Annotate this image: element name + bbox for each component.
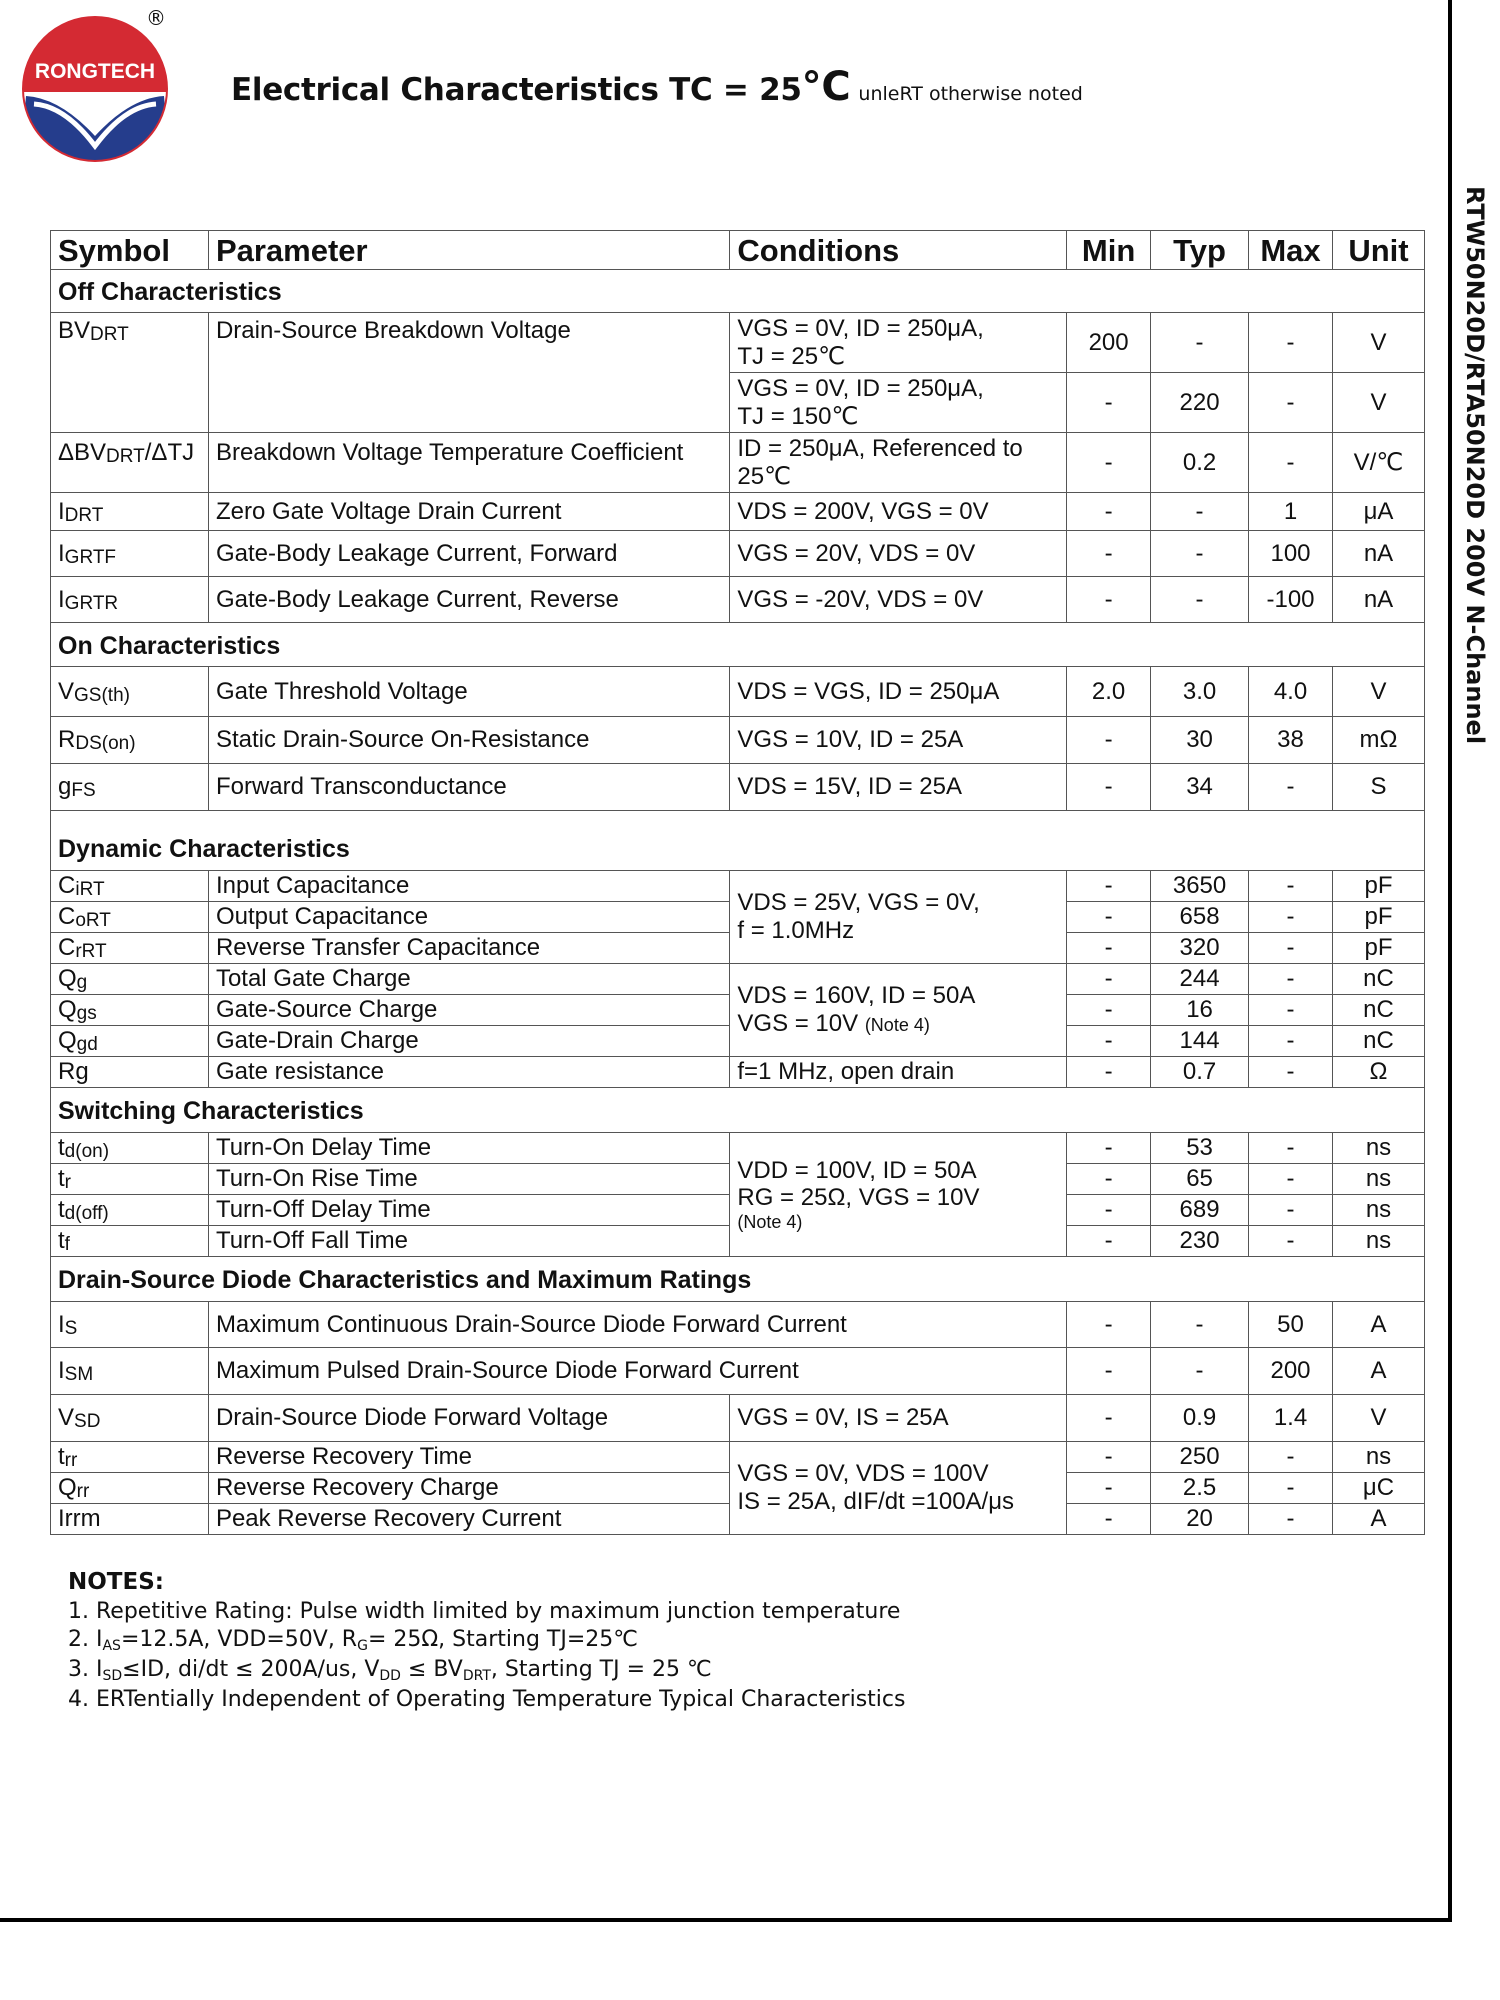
unit-cell: V bbox=[1333, 667, 1425, 717]
parameter-cell: Zero Gate Voltage Drain Current bbox=[208, 493, 729, 531]
max-cell: 4.0 bbox=[1249, 667, 1333, 717]
side-label bbox=[1452, 185, 1498, 745]
max-cell: - bbox=[1249, 1026, 1333, 1057]
max-cell: - bbox=[1249, 902, 1333, 933]
parameter-cell: Reverse Recovery Charge bbox=[208, 1473, 729, 1504]
symbol-cell: tr bbox=[51, 1164, 209, 1195]
title-degree: °C bbox=[801, 64, 851, 110]
page-title bbox=[231, 64, 1083, 110]
typ-cell: 16 bbox=[1151, 995, 1249, 1026]
unit-cell: μC bbox=[1333, 1473, 1425, 1504]
min-cell: - bbox=[1067, 577, 1151, 623]
notes-heading: NOTES: bbox=[68, 1569, 164, 1595]
conditions-cell: VGS = 0V, ID = 250μA, TJ = 150℃ bbox=[730, 373, 1067, 433]
section-diode bbox=[51, 1257, 1425, 1302]
max-cell: - bbox=[1249, 764, 1333, 811]
parameter-cell: Output Capacitance bbox=[208, 902, 729, 933]
table-row bbox=[51, 764, 1425, 811]
parameter-cell: Drain-Source Breakdown Voltage bbox=[208, 313, 729, 433]
symbol-cell: CiRT bbox=[51, 871, 209, 902]
unit-cell: A bbox=[1333, 1302, 1425, 1348]
registered-mark: ® bbox=[146, 6, 166, 30]
table-row bbox=[51, 1395, 1425, 1442]
max-cell: 200 bbox=[1249, 1348, 1333, 1395]
typ-cell: 230 bbox=[1151, 1226, 1249, 1257]
note-4: 4. ERTentially Independent of Operating Temperature Typical Characteristics bbox=[68, 1687, 906, 1712]
note-2: 2. IAS=12.5A, VDD=50V, RG= 25Ω, Starting TJ=25℃ bbox=[68, 1627, 638, 1654]
max-cell: - bbox=[1249, 871, 1333, 902]
typ-cell: 53 bbox=[1151, 1133, 1249, 1164]
conditions-cell: VDS = 15V, ID = 25A bbox=[730, 764, 1067, 811]
min-cell: - bbox=[1067, 1473, 1151, 1504]
min-cell: - bbox=[1067, 995, 1151, 1026]
unit-cell: μA bbox=[1333, 493, 1425, 531]
header-typ: Typ bbox=[1151, 231, 1249, 270]
conditions-cell: VGS = 0V, IS = 25A bbox=[730, 1395, 1067, 1442]
title-note: unleRT otherwise noted bbox=[858, 83, 1083, 105]
min-cell: - bbox=[1067, 1026, 1151, 1057]
symbol-cell: IGRTF bbox=[51, 531, 209, 577]
parameter-cell: Maximum Pulsed Drain-Source Diode Forward Current bbox=[208, 1348, 1066, 1395]
typ-cell: - bbox=[1151, 531, 1249, 577]
max-cell: - bbox=[1249, 1504, 1333, 1535]
table-row bbox=[51, 1348, 1425, 1395]
typ-cell: 0.7 bbox=[1151, 1057, 1249, 1088]
header-max: Max bbox=[1249, 231, 1333, 270]
symbol-cell: trr bbox=[51, 1442, 209, 1473]
symbol-cell: Qg bbox=[51, 964, 209, 995]
section-title: On Characteristics bbox=[51, 623, 1425, 667]
typ-cell: 0.2 bbox=[1151, 433, 1249, 493]
parameter-cell: Forward Transconductance bbox=[208, 764, 729, 811]
parameter-cell: Turn-On Rise Time bbox=[208, 1164, 729, 1195]
typ-cell: - bbox=[1151, 313, 1249, 373]
typ-cell: 658 bbox=[1151, 902, 1249, 933]
min-cell: - bbox=[1067, 531, 1151, 577]
unit-cell: mΩ bbox=[1333, 717, 1425, 764]
unit-cell: nC bbox=[1333, 1026, 1425, 1057]
max-cell: - bbox=[1249, 933, 1333, 964]
parameter-cell: Peak Reverse Recovery Current bbox=[208, 1504, 729, 1535]
typ-cell: 244 bbox=[1151, 964, 1249, 995]
table-row bbox=[51, 964, 1425, 995]
min-cell: - bbox=[1067, 1133, 1151, 1164]
max-cell: -100 bbox=[1249, 577, 1333, 623]
max-cell: 1.4 bbox=[1249, 1395, 1333, 1442]
parameter-cell: Reverse Transfer Capacitance bbox=[208, 933, 729, 964]
unit-cell: V bbox=[1333, 373, 1425, 433]
max-cell: - bbox=[1249, 1195, 1333, 1226]
unit-cell: V bbox=[1333, 1395, 1425, 1442]
typ-cell: 220 bbox=[1151, 373, 1249, 433]
typ-cell: 0.9 bbox=[1151, 1395, 1249, 1442]
symbol-cell: VSD bbox=[51, 1395, 209, 1442]
min-cell: - bbox=[1067, 902, 1151, 933]
conditions-cell: VGS = -20V, VDS = 0V bbox=[730, 577, 1067, 623]
unit-cell: ns bbox=[1333, 1164, 1425, 1195]
min-cell: - bbox=[1067, 1504, 1151, 1535]
conditions-cell: VDD = 100V, ID = 50A RG = 25Ω, VGS = 10V (Note 4) bbox=[730, 1133, 1067, 1257]
conditions-cell: ID = 250μA, Referenced to 25℃ bbox=[730, 433, 1067, 493]
parameter-cell: Maximum Continuous Drain-Source Diode Forward Current bbox=[208, 1302, 1066, 1348]
table-row bbox=[51, 493, 1425, 531]
parameter-cell: Static Drain-Source On-Resistance bbox=[208, 717, 729, 764]
parameter-cell: Input Capacitance bbox=[208, 871, 729, 902]
table-row bbox=[51, 313, 1425, 373]
unit-cell: V bbox=[1333, 313, 1425, 373]
max-cell: 1 bbox=[1249, 493, 1333, 531]
typ-cell: 3.0 bbox=[1151, 667, 1249, 717]
max-cell: - bbox=[1249, 995, 1333, 1026]
table-row bbox=[51, 667, 1425, 717]
typ-cell: 2.5 bbox=[1151, 1473, 1249, 1504]
unit-cell: S bbox=[1333, 764, 1425, 811]
max-cell: 38 bbox=[1249, 717, 1333, 764]
parameter-cell: Gate Threshold Voltage bbox=[208, 667, 729, 717]
min-cell: 200 bbox=[1067, 313, 1151, 373]
unit-cell: nA bbox=[1333, 531, 1425, 577]
table-row bbox=[51, 577, 1425, 623]
symbol-cell: td(off) bbox=[51, 1195, 209, 1226]
min-cell: - bbox=[1067, 1302, 1151, 1348]
typ-cell: 30 bbox=[1151, 717, 1249, 764]
table-row bbox=[51, 1442, 1425, 1473]
spec-table bbox=[50, 230, 1425, 1535]
typ-cell: - bbox=[1151, 493, 1249, 531]
min-cell: - bbox=[1067, 717, 1151, 764]
parameter-cell: Turn-Off Fall Time bbox=[208, 1226, 729, 1257]
unit-cell: ns bbox=[1333, 1133, 1425, 1164]
min-cell: - bbox=[1067, 871, 1151, 902]
max-cell: - bbox=[1249, 433, 1333, 493]
max-cell: - bbox=[1249, 313, 1333, 373]
typ-cell: 250 bbox=[1151, 1442, 1249, 1473]
conditions-cell: f=1 MHz, open drain bbox=[730, 1057, 1067, 1088]
table-row bbox=[51, 531, 1425, 577]
section-on bbox=[51, 623, 1425, 667]
typ-cell: 320 bbox=[1151, 933, 1249, 964]
max-cell: 50 bbox=[1249, 1302, 1333, 1348]
typ-cell: - bbox=[1151, 1302, 1249, 1348]
symbol-cell: IS bbox=[51, 1302, 209, 1348]
conditions-cell: VGS = 0V, VDS = 100V IS = 25A, dIF/dt =100A/μs bbox=[730, 1442, 1067, 1535]
parameter-cell: Turn-Off Delay Time bbox=[208, 1195, 729, 1226]
min-cell: - bbox=[1067, 764, 1151, 811]
min-cell: - bbox=[1067, 964, 1151, 995]
parameter-cell: Gate-Drain Charge bbox=[208, 1026, 729, 1057]
typ-cell: - bbox=[1151, 577, 1249, 623]
min-cell: 2.0 bbox=[1067, 667, 1151, 717]
min-cell: - bbox=[1067, 1057, 1151, 1088]
max-cell: - bbox=[1249, 1164, 1333, 1195]
parameter-cell: Gate-Source Charge bbox=[208, 995, 729, 1026]
min-cell: - bbox=[1067, 1442, 1151, 1473]
symbol-cell: IDRT bbox=[51, 493, 209, 531]
header-symbol: Symbol bbox=[51, 231, 209, 270]
parameter-cell: Reverse Recovery Time bbox=[208, 1442, 729, 1473]
symbol-cell: VGS(th) bbox=[51, 667, 209, 717]
unit-cell: pF bbox=[1333, 871, 1425, 902]
notes-block bbox=[68, 1568, 905, 1714]
header-parameter: Parameter bbox=[208, 231, 729, 270]
symbol-cell: Qgd bbox=[51, 1026, 209, 1057]
unit-cell: A bbox=[1333, 1348, 1425, 1395]
conditions-cell: VGS = 10V, ID = 25A bbox=[730, 717, 1067, 764]
max-cell: - bbox=[1249, 964, 1333, 995]
section-dynamic bbox=[51, 811, 1425, 871]
symbol-cell: Qgs bbox=[51, 995, 209, 1026]
title-main: Electrical Characteristics TC = 25 bbox=[231, 72, 802, 108]
unit-cell: nA bbox=[1333, 577, 1425, 623]
section-title: Dynamic Characteristics bbox=[51, 811, 1425, 871]
symbol-cell: CrRT bbox=[51, 933, 209, 964]
parameter-cell: Total Gate Charge bbox=[208, 964, 729, 995]
max-cell: 100 bbox=[1249, 531, 1333, 577]
symbol-cell: RDS(on) bbox=[51, 717, 209, 764]
section-title: Drain-Source Diode Characteristics and Maximum Ratings bbox=[51, 1257, 1425, 1302]
section-title: Switching Characteristics bbox=[51, 1088, 1425, 1133]
header-unit: Unit bbox=[1333, 231, 1425, 270]
parameter-cell: Gate-Body Leakage Current, Reverse bbox=[208, 577, 729, 623]
section-off bbox=[51, 270, 1425, 313]
symbol-cell: Qrr bbox=[51, 1473, 209, 1504]
conditions-cell: VGS = 20V, VDS = 0V bbox=[730, 531, 1067, 577]
unit-cell: pF bbox=[1333, 933, 1425, 964]
typ-cell: 34 bbox=[1151, 764, 1249, 811]
conditions-cell: VDS = 200V, VGS = 0V bbox=[730, 493, 1067, 531]
unit-cell: pF bbox=[1333, 902, 1425, 933]
section-switching bbox=[51, 1088, 1425, 1133]
symbol-cell: BVDRT bbox=[51, 313, 209, 433]
max-cell: - bbox=[1249, 1133, 1333, 1164]
unit-cell: ns bbox=[1333, 1442, 1425, 1473]
conditions-cell: VDS = 25V, VGS = 0V, f = 1.0MHz bbox=[730, 871, 1067, 964]
typ-cell: 144 bbox=[1151, 1026, 1249, 1057]
min-cell: - bbox=[1067, 433, 1151, 493]
max-cell: - bbox=[1249, 1442, 1333, 1473]
symbol-cell: IGRTR bbox=[51, 577, 209, 623]
parameter-cell: Gate-Body Leakage Current, Forward bbox=[208, 531, 729, 577]
logo-text: RONGTECH bbox=[34, 60, 156, 83]
parameter-cell: Drain-Source Diode Forward Voltage bbox=[208, 1395, 729, 1442]
typ-cell: 20 bbox=[1151, 1504, 1249, 1535]
typ-cell: - bbox=[1151, 1348, 1249, 1395]
symbol-cell: gFS bbox=[51, 764, 209, 811]
unit-cell: ns bbox=[1333, 1195, 1425, 1226]
table-row bbox=[51, 717, 1425, 764]
typ-cell: 3650 bbox=[1151, 871, 1249, 902]
min-cell: - bbox=[1067, 1226, 1151, 1257]
symbol-cell: tf bbox=[51, 1226, 209, 1257]
max-cell: - bbox=[1249, 1226, 1333, 1257]
header-row bbox=[51, 231, 1425, 270]
parameter-cell: Breakdown Voltage Temperature Coefficient bbox=[208, 433, 729, 493]
table-row bbox=[51, 871, 1425, 902]
typ-cell: 689 bbox=[1151, 1195, 1249, 1226]
unit-cell: A bbox=[1333, 1504, 1425, 1535]
min-cell: - bbox=[1067, 1164, 1151, 1195]
parameter-cell: Turn-On Delay Time bbox=[208, 1133, 729, 1164]
parameter-cell: Gate resistance bbox=[208, 1057, 729, 1088]
min-cell: - bbox=[1067, 373, 1151, 433]
symbol-cell: td(on) bbox=[51, 1133, 209, 1164]
header-conditions: Conditions bbox=[730, 231, 1067, 270]
typ-cell: 65 bbox=[1151, 1164, 1249, 1195]
table-row bbox=[51, 433, 1425, 493]
max-cell: - bbox=[1249, 1057, 1333, 1088]
conditions-cell: VDS = 160V, ID = 50A VGS = 10V (Note 4) bbox=[730, 964, 1067, 1057]
conditions-cell: VDS = VGS, ID = 250μA bbox=[730, 667, 1067, 717]
header-min: Min bbox=[1067, 231, 1151, 270]
max-cell: - bbox=[1249, 1473, 1333, 1504]
min-cell: - bbox=[1067, 1195, 1151, 1226]
unit-cell: nC bbox=[1333, 995, 1425, 1026]
unit-cell: Ω bbox=[1333, 1057, 1425, 1088]
min-cell: - bbox=[1067, 493, 1151, 531]
symbol-cell: CoRT bbox=[51, 902, 209, 933]
symbol-cell: Irrm bbox=[51, 1504, 209, 1535]
side-label-text: RTW50N20D/RTA50N20D 200V N-Channel bbox=[1461, 185, 1489, 745]
unit-cell: nC bbox=[1333, 964, 1425, 995]
symbol-cell: ISM bbox=[51, 1348, 209, 1395]
symbol-cell: Rg bbox=[51, 1057, 209, 1088]
min-cell: - bbox=[1067, 933, 1151, 964]
symbol-cell: ΔBVDRT/ΔTJ bbox=[51, 433, 209, 493]
unit-cell: V/℃ bbox=[1333, 433, 1425, 493]
note-3: 3. ISD≤ID, di/dt ≤ 200A/us, VDD ≤ BVDRT, Starting TJ = 25 ℃ bbox=[68, 1657, 712, 1684]
min-cell: - bbox=[1067, 1348, 1151, 1395]
unit-cell: ns bbox=[1333, 1226, 1425, 1257]
note-1: 1. Repetitive Rating: Pulse width limited by maximum junction temperature bbox=[68, 1599, 901, 1624]
rongtech-logo bbox=[20, 14, 170, 164]
table-row bbox=[51, 1057, 1425, 1088]
max-cell: - bbox=[1249, 373, 1333, 433]
conditions-cell: VGS = 0V, ID = 250μA, TJ = 25℃ bbox=[730, 313, 1067, 373]
min-cell: - bbox=[1067, 1395, 1151, 1442]
table-row bbox=[51, 1133, 1425, 1164]
section-title: Off Characteristics bbox=[51, 270, 1425, 313]
table-row bbox=[51, 1302, 1425, 1348]
